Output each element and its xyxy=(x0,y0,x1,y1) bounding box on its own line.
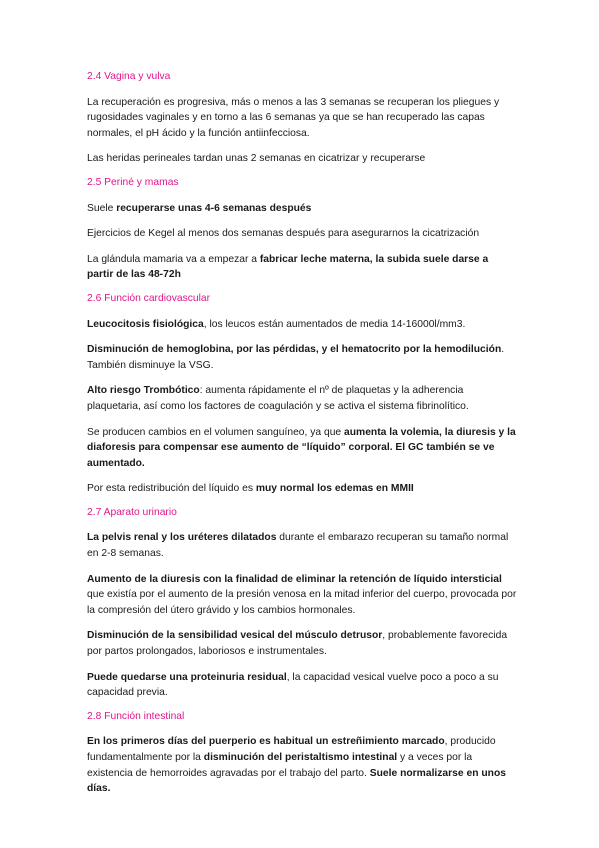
text-span: que existía por el aumento de la presión venosa en la mitad inferior del cuerpo, provocada por la compresión del útero grávido y los cambios hormonales. xyxy=(87,589,517,616)
document-body xyxy=(87,69,517,807)
text-span: Por esta redistribución del líquido es xyxy=(87,483,256,495)
bold-text: muy normal los edemas en MMII xyxy=(255,483,414,495)
text-span: , los leucos están aumentados de media 14-16000l/mm3. xyxy=(203,318,466,330)
bold-text: disminución del peristaltismo intestinal xyxy=(203,752,398,763)
text-span: Suele xyxy=(87,202,117,214)
bold-text: Leucocitosis fisiológica xyxy=(87,318,204,330)
paragraph xyxy=(87,628,517,659)
bold-text: Puede quedarse una proteinuria residual xyxy=(87,671,287,683)
section-heading-perine-mamas: 2.5 Periné y mamas xyxy=(87,176,179,188)
text-span: Se producen cambios en el volumen sanguíneo, ya que xyxy=(87,426,345,438)
paragraph xyxy=(87,252,517,283)
text-span: , probablemente favorecida por partos prolongados, laboriosos e instrumentales. xyxy=(87,630,508,658)
paragraph xyxy=(87,201,517,217)
bold-text: La pelvis renal y los uréteres dilatados xyxy=(87,532,277,544)
text-span: . También disminuye la VSG. xyxy=(87,344,505,371)
bold-text: recuperarse unas 4-6 semanas después xyxy=(116,202,312,214)
bold-text: aumenta la volemia, la diuresis y la diaforesis para compensar ese aumento de “líquido” corporal. El GC también se ve aumentado. xyxy=(87,426,516,469)
section-heading-aparato-urinario: 2.7 Aparato urinario xyxy=(87,506,177,518)
paragraph: La recuperación es progresiva, más o menos a las 3 semanas se recuperan los pliegues y rugosidades vaginales y en torno a las 6 semanas ya que se han recuperado las capas normales, el pH ácido y la función antiinfecciosa. xyxy=(87,96,500,139)
paragraph: Las heridas perineales tardan unas 2 semanas en cicatrizar y recuperarse xyxy=(87,153,426,165)
text-span: durante el embarazo recuperan su tamaño normal en 2-8 semanas. xyxy=(87,532,509,560)
bold-text: fabricar leche materna, la subida suele darse a partir de las 48-72h xyxy=(87,253,489,281)
paragraph xyxy=(87,317,517,333)
text-span: : aumenta rápidamente el nº de plaquetas y la adherencia plaquetaria, así como los factores de coagulación y se activa el sistema fibrinolítico. xyxy=(87,385,469,412)
text-span: , producido fundamentalmente por la xyxy=(87,736,496,763)
bold-text: En los primeros días del puerperio es habitual un estreñimiento marcado xyxy=(87,736,445,748)
bold-text: Alto riesgo Trombótico xyxy=(87,385,200,397)
paragraph xyxy=(87,734,517,796)
paragraph xyxy=(87,572,517,619)
paragraph xyxy=(87,383,517,414)
section-heading-funcion-cardiovascular: 2.6 Función cardiovascular xyxy=(87,292,211,304)
paragraph xyxy=(87,342,517,373)
text-span: , la capacidad vesical vuelve poco a poco a su capacidad previa. xyxy=(87,671,499,699)
paragraph xyxy=(87,670,517,701)
bold-text: Suele normalizarse en unos días. xyxy=(87,767,506,795)
text-span: y a veces por la existencia de hemorroides agravadas por el trabajo del parto. xyxy=(87,752,473,779)
paragraph xyxy=(87,481,517,497)
bold-text: Disminución de la sensibilidad vesical del músculo detrusor xyxy=(87,630,383,642)
paragraph xyxy=(87,530,517,561)
section-heading-funcion-intestinal: 2.8 Función intestinal xyxy=(87,710,185,722)
bold-text: Disminución de hemoglobina, por las pérdidas, y el hematocrito por la hemodilución xyxy=(87,344,502,356)
paragraph: Ejercicios de Kegel al menos dos semanas después para asegurarnos la cicatrización xyxy=(87,228,480,240)
bold-text: Aumento de la diuresis con la finalidad de eliminar la retención de líquido intersticial xyxy=(87,573,502,585)
paragraph xyxy=(87,425,517,472)
section-heading-vagina-vulva: 2.4 Vagina y vulva xyxy=(87,71,171,82)
text-span: La glándula mamaria va a empezar a xyxy=(87,253,260,265)
